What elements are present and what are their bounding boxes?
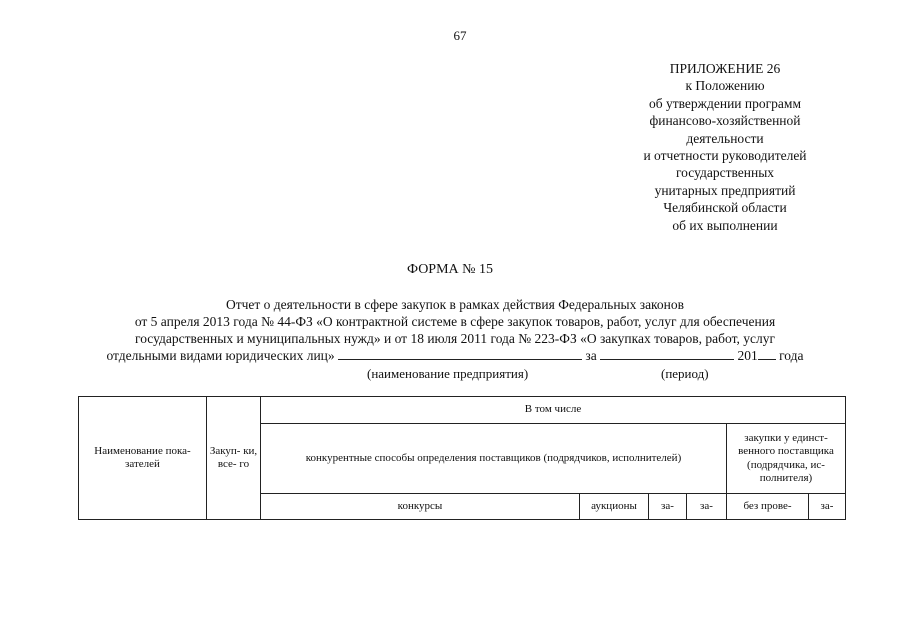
report-line-4 (60, 347, 850, 364)
appendix-header (620, 60, 830, 234)
appendix-line: об их выполнении (672, 217, 778, 233)
caption-period: (период) (661, 366, 709, 381)
report-line-1: Отчет о деятельности в сфере закупок в рамках действия Федеральных законов (225, 297, 685, 312)
caption-organization: (наименование предприятия) (367, 366, 529, 381)
report-line-4-start: отдельными видами юридических лиц» (106, 348, 335, 363)
appendix-line: финансово-хозяйственной (649, 113, 801, 129)
appendix-line: и отчетности руководителей (643, 148, 807, 164)
appendix-line: об утверждении программ (648, 95, 801, 111)
appendix-line: Челябинской области (663, 200, 787, 216)
appendix-line: государственных (675, 165, 775, 181)
header-contests: конкурсы (260, 493, 580, 520)
appendix-line: деятельности (686, 130, 764, 146)
header-total-purchases: Закуп- ки, все- го (206, 396, 261, 520)
report-title (60, 296, 850, 364)
header-without: без прове- (726, 493, 809, 520)
organization-name-blank[interactable] (338, 347, 582, 360)
header-competitive-methods: конкурентные способы определения поставщиков (подрядчиков, исполнителей) (260, 423, 727, 494)
period-blank[interactable] (600, 347, 734, 360)
report-line-3: государственных и муниципальных нужд» и от 18 июля 2011 года № 223-ФЗ «О закупках товаров, работ, услуг (135, 331, 775, 346)
header-auctions: аукционы (579, 493, 649, 520)
appendix-line: к Положению (685, 78, 765, 94)
report-line-2: от 5 апреля 2013 года № 44-ФЗ «О контрактной системе в сфере закупок товаров, работ, услуг для обеспечения (134, 314, 776, 329)
header-za-3: за- (808, 493, 846, 520)
field-captions (0, 366, 905, 384)
header-za-1: за- (648, 493, 687, 520)
appendix-line: унитарных предприятий (654, 182, 796, 198)
report-table (78, 396, 846, 520)
header-in-that-number: В том числе (260, 396, 846, 424)
header-single-supplier: закупки у единст- венного поставщика (подрядчика, ис- полнителя) (726, 423, 846, 494)
year-word: года (779, 348, 804, 363)
appendix-line: ПРИЛОЖЕНИЕ 26 (669, 61, 781, 76)
page-number: 67 (453, 28, 467, 43)
za-word: за (585, 348, 597, 363)
header-indicator-name: Наименование пока- зателей (78, 396, 207, 520)
year-prefix: 201 (737, 348, 758, 363)
header-za-2: за- (686, 493, 727, 520)
form-title: ФОРМА № 15 (406, 262, 494, 277)
year-blank[interactable] (758, 347, 776, 360)
